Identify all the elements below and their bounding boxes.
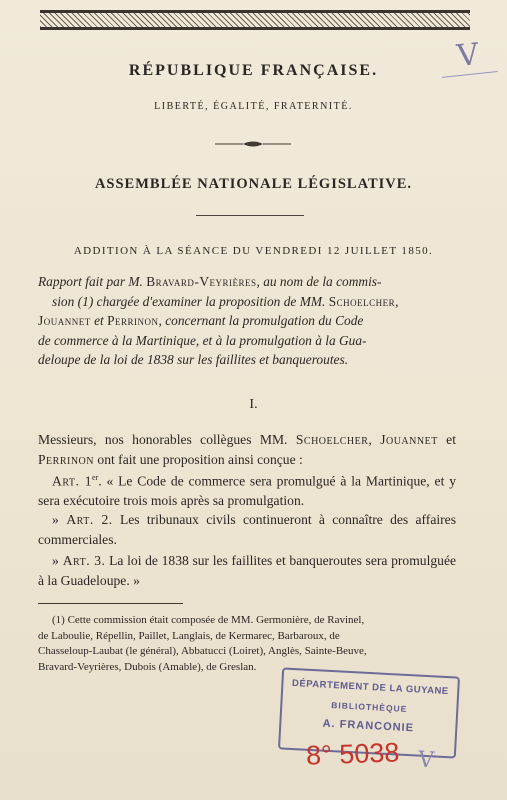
article-text: . « Le Code de commerce sera promulgué à la Martinique, et y sera exécutoire trois mois après sa promulgation. [38,473,456,509]
report-text: Rapport fait par M. [38,274,147,289]
report-name: Jouannet [38,313,91,329]
heading-rule [196,215,304,216]
article-text: La loi de 1838 sur les faillites et banqueroutes sera promulguée à la Guadeloupe. » [38,553,457,588]
report-text: , [395,293,399,309]
person-name: Jouannet [380,432,438,447]
report-title [38,272,454,370]
footnote-line: de Laboulie, Répellin, Paillet, Langlais, de Kermarec, Barbaroux, de [38,629,340,642]
article-3 [38,551,456,590]
report-text: et [90,313,108,329]
stamp-line: BIBLIOTHÈQUE [330,700,408,714]
assembly-heading: ASSEMBLÉE NATIONALE LÉGISLATIVE. [94,176,413,192]
footnote-rule [38,603,183,604]
footnote-line: Bravard-Veyrières, Dubois (Amable), de Greslan. [38,660,257,673]
report-text: , au nom de la commis- [256,274,382,289]
footnote [38,613,462,675]
article-label: Art. 1 [52,473,93,489]
person-name: Schoelcher [295,432,369,447]
decorative-border [40,10,470,30]
report-text: de commerce à la Martinique, et à la promulgation à la Gua- [38,332,367,348]
motto: LIBERTÉ, ÉGALITÉ, FRATERNITÉ. [154,101,353,112]
article-2 [38,510,456,549]
report-text: deloupe de la loi de 1838 sur les faillites et banqueroutes. [38,352,349,368]
body-text: et [437,432,456,447]
stamp-line: DÉPARTEMENT DE LA GUYANE [291,677,449,698]
person-name: Perrinon [38,451,95,467]
report-text: , concernant la promulgation du Code [158,313,364,329]
article-label: » Art. 3. [52,553,106,568]
article-superscript: er [92,473,99,482]
stamp-line: A. FRANCONIE [322,717,415,735]
report-name: Schoelcher [328,293,396,309]
footnote-line: (1) Cette commission était composée de MM. Germonière, de Ravinel, [52,614,365,626]
article-1 [38,468,456,511]
section-number: I. [249,397,258,412]
body-text: ont fait une proposition ainsi conçue : [94,451,303,467]
report-author: Bravard-Veyrières [146,274,257,289]
paragraph-intro [38,430,456,469]
article-label: » Art. 2. [52,512,113,527]
report-name: Perrinon [107,313,159,329]
body-text: Messieurs, nos honorables collègues MM. [38,432,296,447]
report-text: sion (1) chargée d'examiner la proposition de MM. [52,293,329,309]
ornament-divider [213,140,293,148]
article-text: Les tribunaux civils continueront à connaître des affaires commerciales. [38,512,456,547]
body-text: , [368,432,372,447]
addition-line: ADDITION À LA SÉANCE DU VENDREDI 12 JUILLET 1850. [73,245,434,257]
call-number: 8° 5038 [305,737,400,771]
republic-heading: RÉPUBLIQUE FRANÇAISE. [128,62,379,79]
footnote-line: Chasseloup-Laubat (le général), Abbatucci (Loiret), Anglès, Sainte-Beuve, [38,645,367,657]
bottom-roman-mark: V [417,747,435,774]
margin-roman-mark: V [438,35,498,78]
